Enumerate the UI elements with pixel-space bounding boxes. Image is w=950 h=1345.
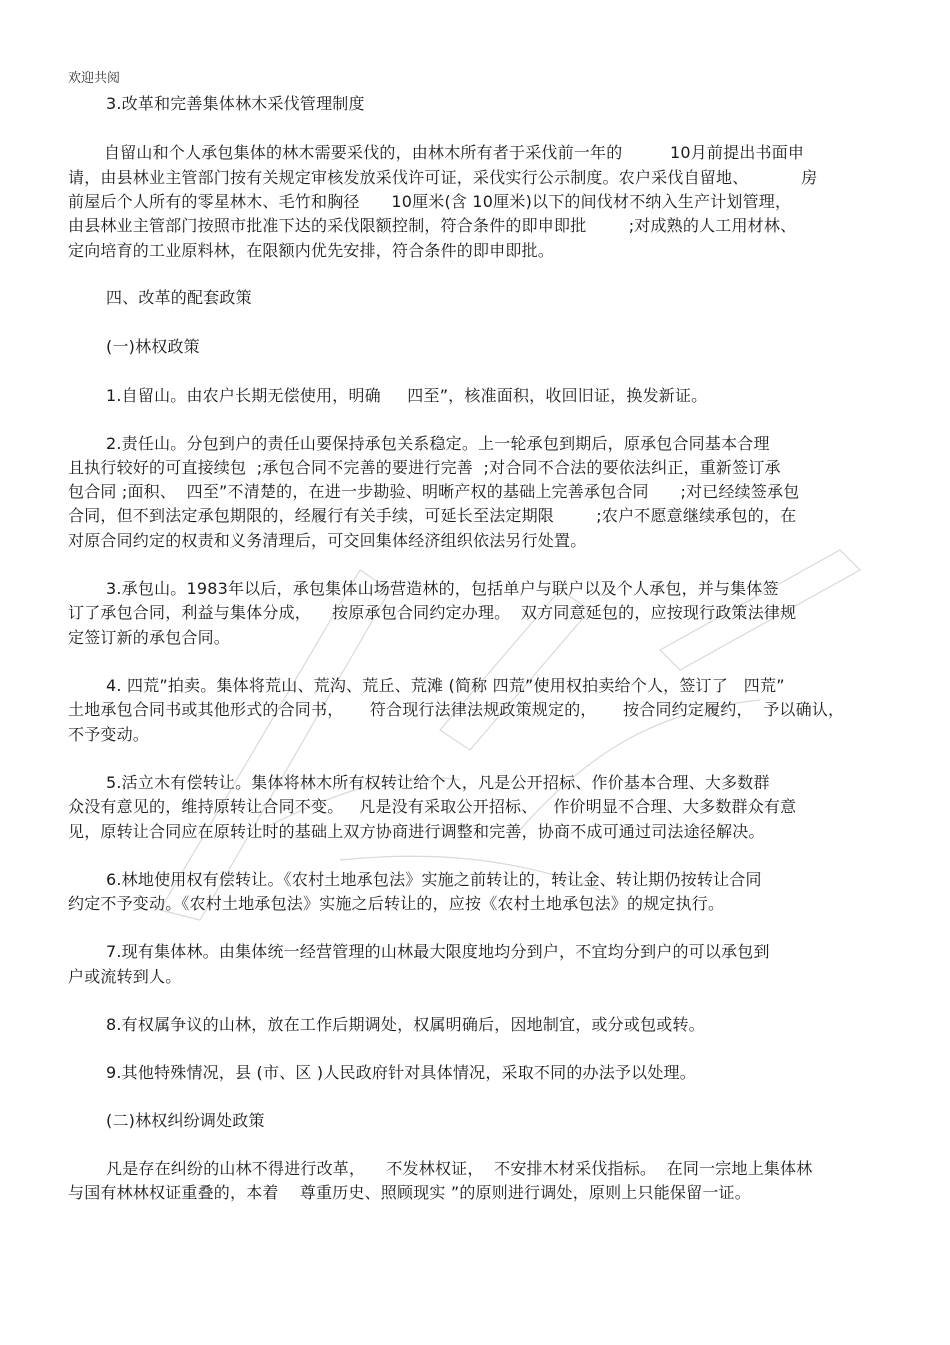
- paragraph-line: 凡是存在纠纷的山林不得进行改革， 不发林权证， 不安排木材采伐指标。 在同一宗地上集体林: [106, 1159, 813, 1178]
- subsection-heading: (一)林权政策: [106, 337, 200, 356]
- paragraph-line: 前屋后个人所有的零星林木、毛竹和胸径 10厘米(含 10厘米)以下的间伐材不纳入生产计划管理，: [68, 192, 792, 211]
- paragraph-line: 与国有林林权证重叠的，本着 尊重历史、照顾现实 ”的原则进行调处，原则上只能保留一证。: [68, 1183, 751, 1202]
- page-header: 欢迎共阅: [68, 71, 121, 86]
- paragraph-line: 不予变动。: [68, 725, 150, 744]
- paragraph-line: 合同，但不到法定承包期限的，经履行有关手续，可延长至法定期限 ;农户不愿意继续承包的，在: [68, 506, 797, 525]
- subsection-heading: (二)林权纠纷调处政策: [106, 1111, 265, 1130]
- paragraph-line: 3.承包山。1983年以后，承包集体山场营造林的，包括单户与联户以及个人承包，并与集体签: [106, 579, 779, 598]
- section-heading: 四、改革的配套政策: [106, 288, 252, 307]
- paragraph-line: 订了承包合同，利益与集体分成， 按原承包合同约定办理。 双方同意延包的，应按现行政策法律规: [68, 603, 797, 622]
- paragraph-line: 见，原转让合同应在原转让时的基础上双方协商进行调整和完善，协商不成可通过司法途径解决。: [68, 822, 765, 841]
- paragraph-line: 定向培育的工业原料林，在限额内优先安排，符合条件的即申即批。: [68, 241, 555, 260]
- paragraph-line: 6.林地使用权有偿转让。《农村土地承包法》实施之前转让的，转让金、转让期仍按转让合同: [106, 870, 762, 889]
- paragraph-line: 定签订新的承包合同。: [68, 628, 231, 647]
- paragraph-line: 户或流转到人。: [68, 967, 182, 986]
- section-heading: 3.改革和完善集体林木采伐管理制度: [106, 94, 365, 113]
- paragraph-line: 9.其他特殊情况，县 (市、区 )人民政府针对具体情况，采取不同的办法予以处理。: [106, 1063, 696, 1082]
- paragraph-line: 8.有权属争议的山林，放在工作后期调处，权属明确后，因地制宜，或分或包或转。: [106, 1015, 705, 1034]
- paragraph-line: 7.现有集体林。由集体统一经营管理的山林最大限度地均分到户，不宜均分到户的可以承包到: [106, 942, 770, 961]
- paragraph-line: 请，由县林业主管部门按有关规定审核发放采伐许可证，采伐实行公示制度。农户采伐自留地、 房: [68, 168, 818, 187]
- paragraph-line: 且执行较好的可直接续包 ;承包合同不完善的要进行完善 ;对合同不合法的要依法纠正，重新签订承: [68, 458, 781, 477]
- paragraph-line: 4. 四荒”拍卖。集体将荒山、荒沟、荒丘、荒滩 (简称 四荒”使用权拍卖给个人，签订了 四荒”: [106, 676, 785, 695]
- paragraph-line: 由县林业主管部门按照市批准下达的采伐限额控制，符合条件的即申即批 ;对成熟的人工用材林、: [68, 216, 797, 235]
- paragraph-line: 对原合同约定的权责和义务清理后，可交回集体经济组织依法另行处置。: [68, 531, 587, 550]
- paragraph-line: 自留山和个人承包集体的林木需要采伐的，由林木所有者于采伐前一年的 10月前提出书面申: [104, 143, 805, 162]
- paragraph-line: 土地承包合同书或其他形式的合同书， 符合现行法律法规政策规定的， 按合同约定履约， 予以确认，: [68, 700, 845, 719]
- paragraph-line: 5.活立木有偿转让。集体将林木所有权转让给个人，凡是公开招标、作价基本合理、大多数群: [106, 773, 770, 792]
- paragraph-line: 1.自留山。由农户长期无偿使用，明确 四至”，核准面积，收回旧证，换发新证。: [106, 386, 708, 405]
- paragraph-line: 2.责任山。分包到户的责任山要保持承包关系稳定。上一轮承包到期后，原承包合同基本合理: [106, 434, 770, 453]
- paragraph-line: 包合同 ;面积、 四至”不清楚的，在进一步勘验、明晰产权的基础上完善承包合同 ;对已经续签承包: [68, 482, 800, 501]
- paragraph-line: 众没有意见的，维持原转让合同不变。 凡是没有采取公开招标、 作价明显不合理、大多数群众有意: [68, 797, 797, 816]
- paragraph-line: 约定不予变动。《农村土地承包法》实施之后转让的，应按《农村土地承包法》的规定执行。: [68, 894, 725, 913]
